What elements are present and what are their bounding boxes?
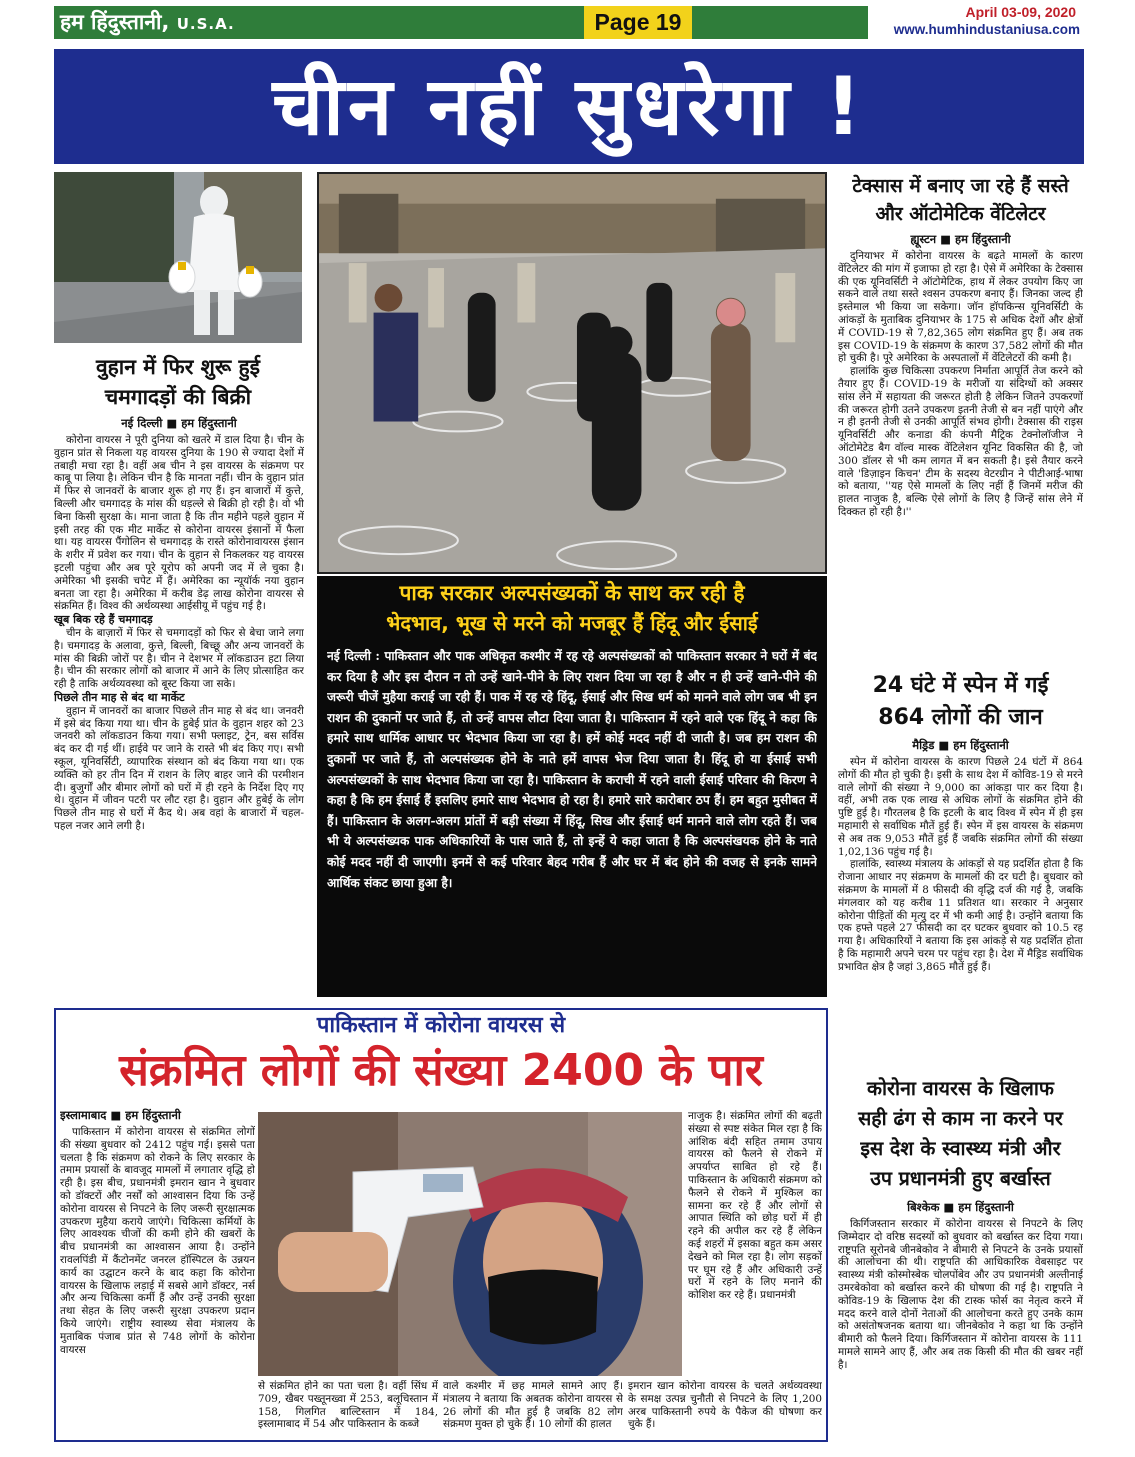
kyrgyz-headline [837,1074,1084,1194]
wuhan-photo [54,172,302,343]
pak-corona-col2 [258,1380,438,1438]
texas-headline [837,172,1084,228]
pak-corona-right-body [688,1110,822,1302]
wuhan-article [54,414,304,1064]
wuhan-para-1: कोरोना वायरस ने पूरी दुनिया को खतरे में डाल दिया है। चीन के वुहान प्रांत से निकला यह वायरस दुनिया के 190 से ज्यादा देशों में तबाही मचा रहा है। वहीं अब चीन ने इस वायरस के संक्रमण पर काबू पा लिया है। लेकिन चीन है कि मानता नहीं। चीन के वुहान प्रांत में फिर से जानवरों के बाजार शुरू हो गए हैं। इन बाजारों में कुत्ते, बिल्ली और चमगादड़ के मांस की धड़ल्ले से बिक्री हो रही है। वो भी बिना किसी सुरक्षा के। माना जाता है कि तीन महीने पहले वुहान में इसी तरह की एक मीट मार्केट से कोरोना वायरस इंसानों में फैला था। यह वायरस पैंगोलिन से चमगादड़ के रास्ते कोरोनावायरस इंसान के शरीर में प्रवेश कर गया। चीन के वुहान से निकलकर यह वायरस इटली पहुंचा और अब पूरे यूरोप को अपनी जद में ले चुका है। अमेरिका भी इसकी चपेट में हैं। अमेरिका का न्यूयॉर्क नया वुहान बनता जा रहा है। अमेरिका में करीब डेढ़ लाख कोरोना वायरस से संक्रमित हैं। विश्व की अर्थव्यस्था आईसीयू में पहुंच गई है। [54,434,304,613]
minorities-headline-line2: भेदभाव, भूख से मरने को मजबूर हैं हिंदू और ईसाई [386,611,758,635]
page-number: Page 19 [594,9,682,35]
kyrgyz-headline-line1: कोरोना वायरस के खिलाफ [867,1077,1054,1100]
spain-body [838,756,1083,974]
kyrgyz-headline-line2: सही ढंग से काम ना करने पर [858,1107,1063,1130]
wuhan-headline-line2: चमगादड़ों की बिक्री [104,385,252,409]
wuhan-subhead-1: खूब बिक रहे हैं चमगादड़ [54,613,153,627]
pak-corona-right-col [688,1110,822,1372]
spain-article [838,736,1083,1064]
paper-name [60,6,235,39]
kyrgyz-headline-line3: इस देश के स्वास्थ्य मंत्री और [860,1137,1061,1160]
texas-headline-line2: और ऑटोमेटिक वेंटिलेटर [875,203,1046,225]
texas-body [838,250,1083,519]
spain-headline [837,670,1084,734]
pak-corona-byline: इस्लामाबाद ■ हम हिंदुस्तानी [60,1108,181,1122]
pak-corona-col3 [443,1380,623,1438]
wuhan-para-3: वुहान में जानवरों का बाजार पिछले तीन माह से बंद था। जनवरी में इसे बंद किया गया था। चीन के हुबेई प्रांत के वुहान शहर को 23 जनवरी को लॉकडाउन किया गया। सभी फ्लाइट, ट्रेन, बस सर्विस बंद कर दी गई थीं। हाईवे पर जाने के रास्ते भी बंद किए गए। सभी स्कूल, यूनिवर्सिटी, व्यापारिक संस्थान को बंद किया गया था। एक व्यक्ति को हर तीन दिन में राशन के लिए बाहर जाने की परमीशन दी। बुजुर्गों और बीमार लोगों को घरों में ही रहने के निर्देश दिए गए थे। वुहान में जीवन पटरी पर लौट रहा है। वुहान और हुबेई के लोग पिछले तीन माह से घरों में कैद थे। अब वहां के बाजारों में चहल-पहल नजर आने लगी है। [54,704,304,832]
edition-label: U.S.A. [176,15,235,33]
pak-corona-col3-text: वाले कश्मीर में छह मामले सामने आए हैं। मंत्रालय ने बताया कि अबतक कोरोना वायरस से 26 लोगों की मौत हुई है जबकि 82 लोग संक्रमण मुक्त हो चुके हैं। 10 लोगों की हालत [443,1380,623,1431]
wuhan-para-2: चीन के बाज़ारों में फिर से चमगादड़ों को फिर से बेचा जाने लगा है। चमगादड़ के अलावा, कुत्ते, बिल्ली, बिच्छू और अन्य जानवरों के मांस की बिक्री जोरों पर है। चीन ने देशभर में लॉकडाउन हटा लिया है। चीन की सरकार लोगों को बाजार में आने के लिए प्रोत्साहित कर रही है ताकि अर्थव्यवस्था को बूस्ट किया जा सके। [54,626,304,691]
texas-para-1: दुनियाभर में कोरोना वायरस के बढ़ते मामलों के कारण वेंटिलेटर की मांग में इजाफा हो रहा है। ऐसे में अमेरिका के टेक्सास की एक यूनिवर्सिटी ने ऑटोमेटिक, हाथ में लेकर उपयोग किए जा सकने वाले तथा सस्ते श्वसन उपकरण बनाए हैं। जिनका जल्द ही इस्तेमाल भी किया जा सकेगा। जॉन हॉपकिन्स यूनिवर्सिटी के आंकड़ों के मुताबिक दुनियाभर के 175 से अधिक देशों और क्षेत्रों में COVID-19 से 7,82,365 लोग संक्रमित हुए हैं। अब तक इस COVID-19 के संक्रमण के कारण 37,582 लोगों की मौत हो चुकी है। पूरे अमेरिका के अस्पतालों में वेंटिलेटरों की कमी है। [838,250,1083,365]
wuhan-subhead-2: पिछले तीन माह से बंद था मार्केट [54,690,185,704]
pak-corona-kicker: पाकिस्तान में कोरोना वायरस से [316,1013,566,1038]
kyrgyz-para-1: किर्गिजस्तान सरकार में कोरोना वायरस से निपटने के लिए जिम्मेदार दो वरिष्ठ सदस्यों को बुधवार को बर्खास्त कर दिया गया। राष्ट्रपति सूरोनबे जीनबेकोव ने बीमारी से निपटने के उनके प्रयासों की आलोचना की थी। राष्ट्रपति की आधिकारिक वेबसाइट पर स्वास्थ्य मंत्री कोस्मोस्बेक चोलपोंबेव और उप प्रधानमंत्री अल्तीनाई उमरबेकोवा को बर्खास्त करने की घोषणा की गई है। राष्ट्रपति ने कोविड-19 के खिलाफ देश की टास्क फोर्स का नेतृत्व करने में मदद करने वाले दोनों नेताओं की आलोचना करते हुए उनके काम को असंतोषजनक बताया था। जीनबेकोव ने कहा था कि उन्होंने बीमारी को फैलने दिया। किर्गिजस्तान में कोरोना वायरस के 111 मामले सामने आए हैं, और अब तक किसी की मौत की खबर नहीं है। [838,1218,1083,1371]
kyrgyz-byline: बिश्केक ■ हम हिंदुस्तानी [907,1200,1014,1214]
pak-corona-col1 [60,1106,255,1436]
pak-corona-col4-text: इमरान खान कोरोना वायरस के चलते अर्थव्यवस्था के समक्ष उत्पन्न चुनौती से निपटने के लिए 1,200 अरब पाकिस्तानी रुपये के पैकेज की घोषणा कर चुके हैं। [628,1380,822,1431]
wuhan-body [54,434,304,833]
pak-corona-col1-body [60,1126,255,1356]
minorities-headline-line1: पाक सरकार अल्पसंख्यकों के साथ कर रही है [399,581,745,605]
spain-para-1: स्पेन में कोरोना वायरस के कारण पिछले 24 घंटों में 864 लोगों की मौत हो चुकी है। इसी के साथ देश में कोविड-19 से मरने वाले लोगों की संख्या ने 9,000 का आंकड़ा पार कर दिया है। वहीं, अभी तक एक लाख से अधिक लोगों के संक्रमित होने की पुष्टि हुई है। गौरतलब है कि इटली के बाद विश्व में स्पेन में ही इस महामारी से सर्वाधिक मौतें हुई हैं। स्पेन में इस वायरस के संक्रमण से अब तक 9,053 मौतें हुई हैं जबकि संक्रमित लोगों की संख्या 1,02,136 पहुंच गई है। [838,756,1083,858]
pak-corona-col2-body [258,1380,438,1431]
minorities-headline [317,578,827,638]
spain-para-2: हालांकि, स्वास्थ्य मंत्रालय के आंकड़ों से यह प्रदर्शित होता है कि रोजाना आधार नए संक्रमण के मामलों की दर घटी है। बुधवार को संक्रमण के मामलों में 8 फीसदी की वृद्धि दर्ज की गई है, जबकि मंगलवार को यह करीब 11 प्रतिशत था। सरकार ने अनुसार कोरोना पीड़ितों की मृत्यु दर में भी कमी आई है। उन्होंने बताया कि एक हफ्ते पहले 27 फीसदी का दर घटकर बुधवार को 10.5 रह गया है। अधिकारियों ने बताया कि इस आंकड़े से यह प्रदर्शित होता है कि महामारी अपने चरम पर पहुंच रहा है। देश में मैड्रिड सर्वाधिक प्रभावित क्षेत्र है जहां 3,865 मौतें हुई हैं। [838,858,1083,973]
wuhan-headline [54,352,302,412]
pak-corona-col4-body [628,1380,822,1431]
pak-corona-headline: संक्रमित लोगों की संख्या 2400 के पार [119,1045,763,1096]
ration-queue-photo [317,172,827,574]
wuhan-headline-line1: वुहान में फिर शुरू हुई [95,355,260,379]
pak-corona-right-text: नाजुक है। संक्रमित लोगों की बढ़ती संख्या से स्पष्ट संकेत मिल रहा है कि आंशिक बंदी सहित तमाम उपाय वायरस को फैलने से रोकने में अपर्याप्त साबित हो रहे हैं। पाकिस्तान के अधिकारी संक्रमण को फैलने से रोकने में मुश्किल का सामना कर रहे हैं और लोगों से आपात स्थिति को छोड़ घरों में ही रहने की अपील कर रहे हैं लेकिन कई शहरों में इसका बहुत कम असर देखने को मिल रहा है। लोग सड़कों पर घूम रहे हैं और अधिकारी उन्हें घरों में रहने के लिए मनाने की कोशिश कर रहे हैं। प्रधानमंत्री [688,1110,822,1302]
banner-headline: चीन नहीं सुधरेगा ! [272,60,866,153]
minorities-body: नई दिल्ली : पाकिस्तान और पाक अधिकृत कश्मीर में रह रहे अल्पसंख्यकों को पाकिस्तान सरकार ने घरों में बंद कर दिया है और इस दौरान न तो उन्हें खाने-पीने के लिए राशन दिया जा रहा है और न ही उन्हें खाने-पीने की जरूरी चीजें मुहैया कराई जा रही हैं। पाक में रह रहे हिंदू, ईसाई और सिख धर्म को मानने वाले लोग जब भी इन राशन की दुकानों पर जाते हैं, तो उन्हें वापस लौटा दिया जाता है। पाकिस्तान में रहने वाले एक हिंदू ने कहा कि हमारे साथ धार्मिक आधार पर भेदभाव किया जा रहा है। हमें कोई मदद नहीं दी जाती है। जब हम राशन की दुकानों पर जाते हैं, तो अल्पसंख्यक होने के नाते हमें वापस भेज दिया जाता है। हिंदू हो या ईसाई सभी अल्पसंख्यकों के साथ भेदभाव किया जा रहा है। पाकिस्तान के कराची में रहने वाली ईसाई परिवार की किरण ने कहा है कि हम ईसाई हैं इसलिए हमारे साथ भेदभाव हो रहा है। हमारे सारे कारोबार ठप हैं। हम बहुत मुसीबत में हैं। पाकिस्तान के अलग-अलग प्रांतों में बड़ी संख्या में हिंदू, सिख और ईसाई धर्म मानने वाले लोग रहते हैं। जब भी ये अल्पसंख्यक पाक अधिकारियों के पास जाते हैं, तो इन्हें ये कहा जाता है कि अल्पसंखयक होने के नाते कोई मदद नहीं दी जाएगी। इनमें से कई परिवार बेहद गरीब हैं और घर में बंद होने की वजह से इनके सामने आर्थिक संकट छाया हुआ है। [327,649,817,890]
pak-corona-col2-text: से संक्रमित होने का पता चला है। वहीं सिंध में 709, खैबर पख्तूनख्वा में 253, बलूचिस्तान में 158, गिलगित बाल्टिस्तान में 184, इस्लामाबाद में 54 और पाकिस्तान के कब्जे [258,1380,438,1431]
kyrgyz-headline-line4: उप प्रधानमंत्री हुए बर्खास्त [870,1167,1051,1190]
wuhan-byline: नई दिल्ली ■ हम हिंदुस्तानी [121,416,237,430]
pak-corona-col4 [628,1380,822,1438]
spain-headline-line2: 864 लोगों की जान [878,705,1043,730]
texas-byline: ह्यूस्टन ■ हम हिंदुस्तानी [910,232,1011,246]
thermometer-photo [258,1112,682,1376]
paper-name-text: हम हिंदुस्तानी, [60,10,170,34]
spain-byline: मैड्रिड ■ हम हिंदुस्तानी [912,738,1009,752]
pak-corona-col3-body [443,1380,623,1431]
texas-article [838,230,1083,658]
texas-headline-line1: टेक्सास में बनाए जा रहे हैं सस्ते [852,175,1069,197]
kyrgyz-body [838,1218,1083,1372]
texas-para-2: हालांकि कुछ चिकित्सा उपकरण निर्माता आपूर्ति तेज करने को तैयार हुए हैं। COVID-19 के मरीजों या संदिग्धों को अक्सर सांस लेने में सहायता की जरूरत होती है लेकिन जितने उपकरणों की जरूरत होगी उतने उपकरण इतनी तेजी से बन नहीं पाएंगे और न ही इतनी तेजी से उनकी आपूर्ति संभव होगी। टेक्सास की राइस यूनिवर्सिटी और कनाडा की कंपनी मैट्रिक टेक्नोलॉजीज ने ऑटोमेटेड बैग वॉल्व मास्क वेंटिलेशन यूनिट विकसित की है, जो 300 डॉलर से भी कम लागत में बन सकती है। इसे तैयार करने वाले 'डिज़ाइन किचन' टीम के सदस्य वेटरग्रीन ने पीटीआई-भाषा को बताया, ''यह ऐसे मामलों के लिए नहीं हैं जिनमें मरीज की हालत नाजुक है, बल्कि ऐसे लोगों के लिए है जिन्हें सांस लेने में दिक्कत हो रही है।'' [838,365,1083,518]
issue-date: April 03-09, 2020 [965,4,1076,20]
kyrgyz-article [838,1198,1083,1438]
spain-headline-line1: 24 घंटे में स्पेन में गई [872,673,1049,698]
website: www.humhindustaniusa.com [893,22,1080,37]
pak-corona-col1-text: पाकिस्तान में कोरोना वायरस से संक्रमित लोगों की संख्या बुधवार को 2412 पहुंच गई। इससे पता चलता है कि संक्रमण को रोकने के लिए सरकार के तमाम प्रयासों के बावजूद मामलों में लगातार वृद्धि हो रही है। इस बीच, प्रधानमंत्री इमरान खान ने बुधवार को डॉक्टरों और नर्सों को आश्वासन दिया कि उन्हें कोरोना वायरस से निपटने के लिए जरूरी सुरक्षात्मक उपकरण मुहैया कराये जाएंगे। चिकित्सा कर्मियों के लिए आवश्यक चीजों की कमी होने की खबरों के बीच प्रधानमंत्री का आश्वासन आया है। उन्होंने रावलपिंडी में कैंटोनमेंट जनरल हॉस्पिटल के उन्नयन कार्य का उद्घाटन करने के बाद कहा कि कोरोना वायरस के खिलाफ लड़ाई में सबसे आगे डॉक्टर, नर्स और अन्य चिकित्सा कर्मी हैं और उन्हें उनकी सुरक्षा तथा सेहत के लिए जरूरी सुरक्षा उपकरण प्रदान किये जाएंगे। राष्ट्रीय स्वास्थ्य सेवा मंत्रालय के मुताबिक पंजाब प्रांत से 748 लोगों के कोरोना वायरस [60,1126,255,1356]
